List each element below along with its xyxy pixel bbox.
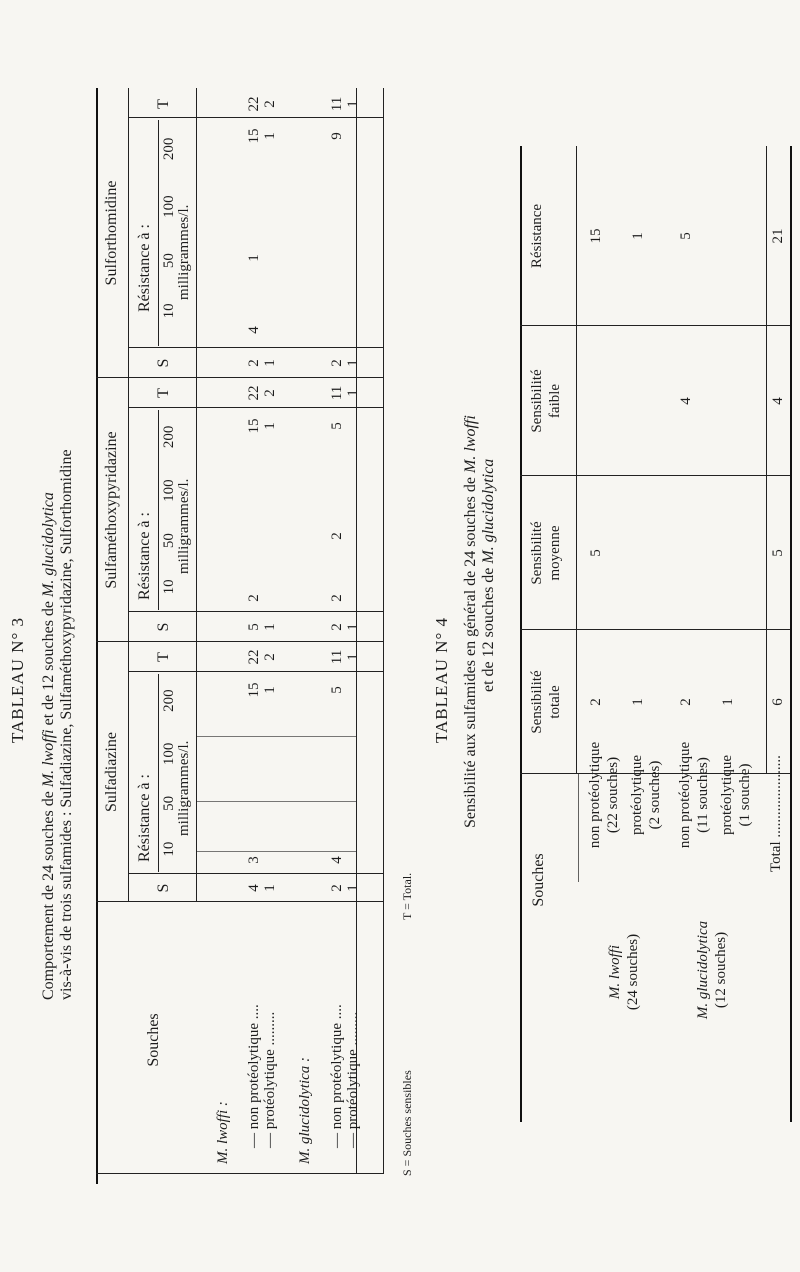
t4-group-glucidolytica: M. glucidolytica (12 souches) — [695, 920, 729, 1020]
cell: 1 — [345, 653, 361, 661]
smp-conc-row: 10 50 100 200 — [161, 425, 177, 595]
cell: 11 — [329, 649, 345, 665]
t3-group-lwoffi: M. lwoffi : — [215, 1101, 231, 1164]
cell: 2 — [678, 698, 694, 706]
cell: 2 — [588, 698, 604, 706]
t4-total-label: Total ...................... — [768, 755, 784, 872]
cell: 2 — [246, 594, 262, 602]
cell: 2 — [262, 389, 278, 397]
cell: 5 — [246, 623, 262, 631]
t3-lwoffi-proteo: — protéolytique ......... — [262, 1011, 278, 1148]
cell: 2 — [329, 623, 345, 631]
t4-col-totale: Sensibilité totale — [529, 670, 563, 734]
cell: 1 — [246, 254, 262, 262]
cell: 9 — [329, 132, 345, 140]
tableau-3-title: TABLEAU N° 3 — [8, 616, 27, 744]
smp-unit: milligrammes/l. — [176, 478, 192, 574]
cell: 1 — [720, 698, 736, 706]
cell: 6 — [770, 698, 786, 706]
sdz-unit: milligrammes/l. — [176, 740, 192, 836]
tableau-3-caption-line1: Comportement de 24 souches de M. lwoffi et de 12 souches de M. glucidolytica — [40, 492, 57, 1000]
cell: 4 — [678, 397, 694, 405]
t4-sub-gluc-p: protéolytique (1 souche) — [719, 755, 753, 835]
smp-s-header: S — [155, 622, 172, 632]
t4-col-resistance: Résistance — [529, 203, 545, 269]
tableau-4-caption-line1: Sensibilité aux sulfamides en général de 24 souches de M. lwoffi — [462, 415, 479, 828]
t3-gluc-proteo: — protéolytique ......... — [345, 1011, 361, 1148]
sot-resistance-label: Résistance à : — [136, 224, 153, 312]
t3-footnote-t: T = Total. — [400, 872, 414, 920]
cell: 2 — [329, 884, 345, 892]
cell: 1 — [345, 359, 361, 367]
cell: 2 — [246, 359, 262, 367]
drug-sulforthomidine: Sulforthomidine — [103, 180, 120, 286]
cell: 22 — [246, 649, 262, 665]
cell: 1 — [262, 422, 278, 430]
cell: 21 — [770, 228, 786, 244]
tableau-3-souches-header: Souches — [145, 1013, 162, 1067]
t3-group-glucidolytica: M. glucidolytica : — [297, 1056, 313, 1164]
cell: 4 — [246, 326, 262, 334]
smp-resistance-label: Résistance à : — [136, 512, 153, 600]
sdz-conc-row: 10 50 100 200 — [161, 689, 177, 857]
cell: 2 — [329, 359, 345, 367]
t4-col-moyenne: Sensibilité moyenne — [529, 521, 563, 585]
drug-sulfamethoxypyridazine: Sulfaméthoxypyridazine — [103, 431, 120, 589]
cell: 15 — [246, 128, 262, 144]
drug-sulfadiazine: Sulfadiazine — [103, 732, 120, 812]
cell: 11 — [329, 96, 345, 112]
cell: 1 — [345, 100, 361, 108]
cell: 4 — [329, 856, 345, 864]
cell: 22 — [246, 96, 262, 112]
t3-footnote-s: S = Souches sensibles — [400, 1070, 414, 1176]
cell: 3 — [246, 856, 262, 864]
sdz-s-header: S — [155, 883, 172, 893]
tableau-3-caption-line2: vis-à-vis de trois sulfamides : Sulfadiazine, Sulfaméthoxypyridazine, Sulforthomidine — [58, 449, 75, 1000]
cell: 22 — [246, 385, 262, 401]
cell: 1 — [345, 884, 361, 892]
t3-gluc-nonproteo: — non protéolytique .... — [329, 1004, 345, 1148]
sot-conc-row: 10 50 100 200 — [161, 137, 177, 319]
t4-col-faible: Sensibilité faible — [529, 369, 563, 433]
cell: 2 — [262, 653, 278, 661]
cell: 4 — [246, 884, 262, 892]
cell: 2 — [329, 594, 345, 602]
cell: 2 — [262, 100, 278, 108]
cell: 1 — [345, 389, 361, 397]
cell: 5 — [770, 549, 786, 557]
t4-group-lwoffi: M. lwoffi (24 souches) — [607, 933, 641, 1011]
cell: 1 — [262, 359, 278, 367]
cell: 15 — [588, 228, 604, 244]
cell: 1 — [630, 698, 646, 706]
cell: 1 — [262, 132, 278, 140]
cell: 1 — [630, 232, 646, 240]
cell: 1 — [262, 686, 278, 694]
cell: 1 — [262, 884, 278, 892]
cell: 5 — [329, 422, 345, 430]
cell: 5 — [588, 549, 604, 557]
tableau-4-title: TABLEAU N° 4 — [432, 616, 451, 744]
cell: 5 — [678, 232, 694, 240]
tableau-4-caption-line2: et de 12 souches de M. glucidolytica — [480, 458, 497, 692]
sdz-resistance-label: Résistance à : — [136, 774, 153, 862]
cell: 1 — [345, 623, 361, 631]
cell: 11 — [329, 385, 345, 401]
sot-t-header: T — [155, 99, 172, 109]
t4-sub-lwoffi-p: protéolytique (2 souches) — [629, 755, 663, 835]
sot-unit: milligrammes/l. — [176, 204, 192, 300]
sdz-t-header: T — [155, 652, 172, 662]
cell: 2 — [329, 532, 345, 540]
cell: 1 — [262, 623, 278, 631]
cell: 5 — [329, 686, 345, 694]
cell: 15 — [246, 418, 262, 434]
smp-t-header: T — [155, 388, 172, 398]
t4-souches-header: Souches — [530, 853, 547, 907]
t3-lwoffi-nonproteo: — non protéolytique .... — [246, 1004, 262, 1148]
t4-sub-gluc-np: non protéolytique (11 souches) — [677, 741, 711, 849]
cell: 15 — [246, 682, 262, 698]
cell: 4 — [770, 397, 786, 405]
sot-s-header: S — [155, 358, 172, 368]
t4-sub-lwoffi-np: non protéolytique (22 souches) — [587, 741, 621, 849]
